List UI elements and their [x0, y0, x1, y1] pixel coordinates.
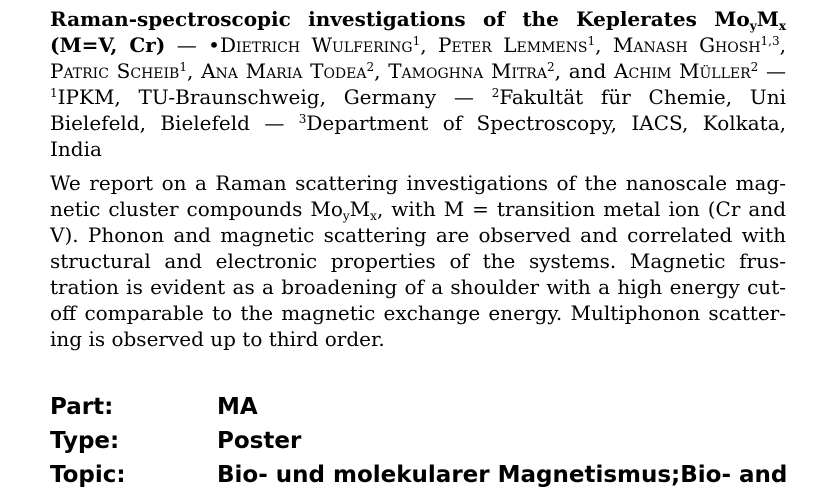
author-separator: ,: [374, 59, 389, 83]
type-row: [50, 424, 787, 458]
author-separator: ,: [186, 59, 202, 83]
author-name: Manash Ghosh: [612, 33, 761, 57]
separator: —: [165, 33, 209, 57]
author-affiliation: 2: [366, 60, 375, 74]
separator: —: [758, 59, 787, 83]
affiliation-number: 1: [50, 86, 58, 100]
abstract-subscript-y: y: [342, 209, 350, 223]
author-name: Achim Müller: [614, 59, 751, 83]
topic-row: [50, 458, 787, 492]
affiliation-text: Fakultät für Chemie, Uni Bielefeld, Bielefeld: [50, 85, 787, 135]
author-name: Peter Lemmens: [438, 33, 588, 57]
title-main: Raman-spectroscopic investigations of the Keplerates Mo: [50, 7, 750, 31]
type-value: Poster: [217, 428, 302, 454]
author-separator: ,: [420, 33, 439, 57]
author-separator: ,: [779, 33, 786, 57]
author-name: Tamoghna Mitra: [388, 59, 547, 83]
author-name: Patric Scheib: [50, 59, 180, 83]
title-subscript-x: x: [778, 19, 786, 33]
title-tail: (M=V, Cr): [50, 33, 166, 57]
abstract-entry: [50, 6, 786, 372]
affiliation-number: 3: [298, 112, 307, 126]
topic-value: Bio- und molekularer Magnetismus;Bio- and: [217, 462, 788, 488]
author-separator: ,: [595, 33, 613, 57]
separator: —: [436, 85, 492, 109]
affiliation-text: IPKM, TU-Braunschweig, Germany: [57, 85, 437, 109]
type-label: Type:: [50, 428, 120, 454]
abstract-rest: , with M = transition metal ion (Cr and V). Phonon and magnetic scattering are observed and correlated with structural and electronic properties of the systems. Magnetic frustration is evident as a broadening of a shoulder with a high energy cutoff comparable to the magnetic exchange energy. Multiphonon scattering is observed up to third order.: [50, 197, 787, 351]
topic-label: Topic:: [50, 462, 126, 488]
author-affiliation: 2: [546, 60, 555, 74]
separator: —: [249, 111, 299, 135]
abstract-intro: We report on a Raman scattering investigations of the nanoscale magnetic cluster compounds Mo: [50, 171, 786, 221]
author-name: Ana Maria Todea: [201, 59, 367, 83]
part-row: [50, 390, 787, 424]
author-separator: , and: [554, 59, 615, 83]
part-value: MA: [217, 394, 258, 420]
author-name: Dietrich Wulfering: [219, 33, 413, 57]
author-affiliation: 1: [412, 34, 421, 48]
title-m: M: [756, 7, 779, 31]
author-affiliation: 1: [179, 60, 187, 74]
abstract-header: [50, 6, 786, 162]
abstract-subscript-x: x: [370, 209, 377, 223]
presenter-bullet: •: [208, 33, 220, 57]
author-affiliation: 2: [750, 60, 759, 74]
author-affiliation: 1,3: [760, 34, 780, 48]
part-label: Part:: [50, 394, 114, 420]
author-affiliation: 1: [587, 34, 596, 48]
title-subscript-y: y: [749, 19, 757, 33]
abstract-body: [50, 170, 786, 352]
abstract-m: M: [349, 197, 371, 221]
affiliation-number: 2: [491, 86, 500, 100]
metadata-table: [50, 390, 787, 492]
affiliation-text: Department of Spectroscopy, IACS, Kolkata, India: [50, 111, 786, 161]
